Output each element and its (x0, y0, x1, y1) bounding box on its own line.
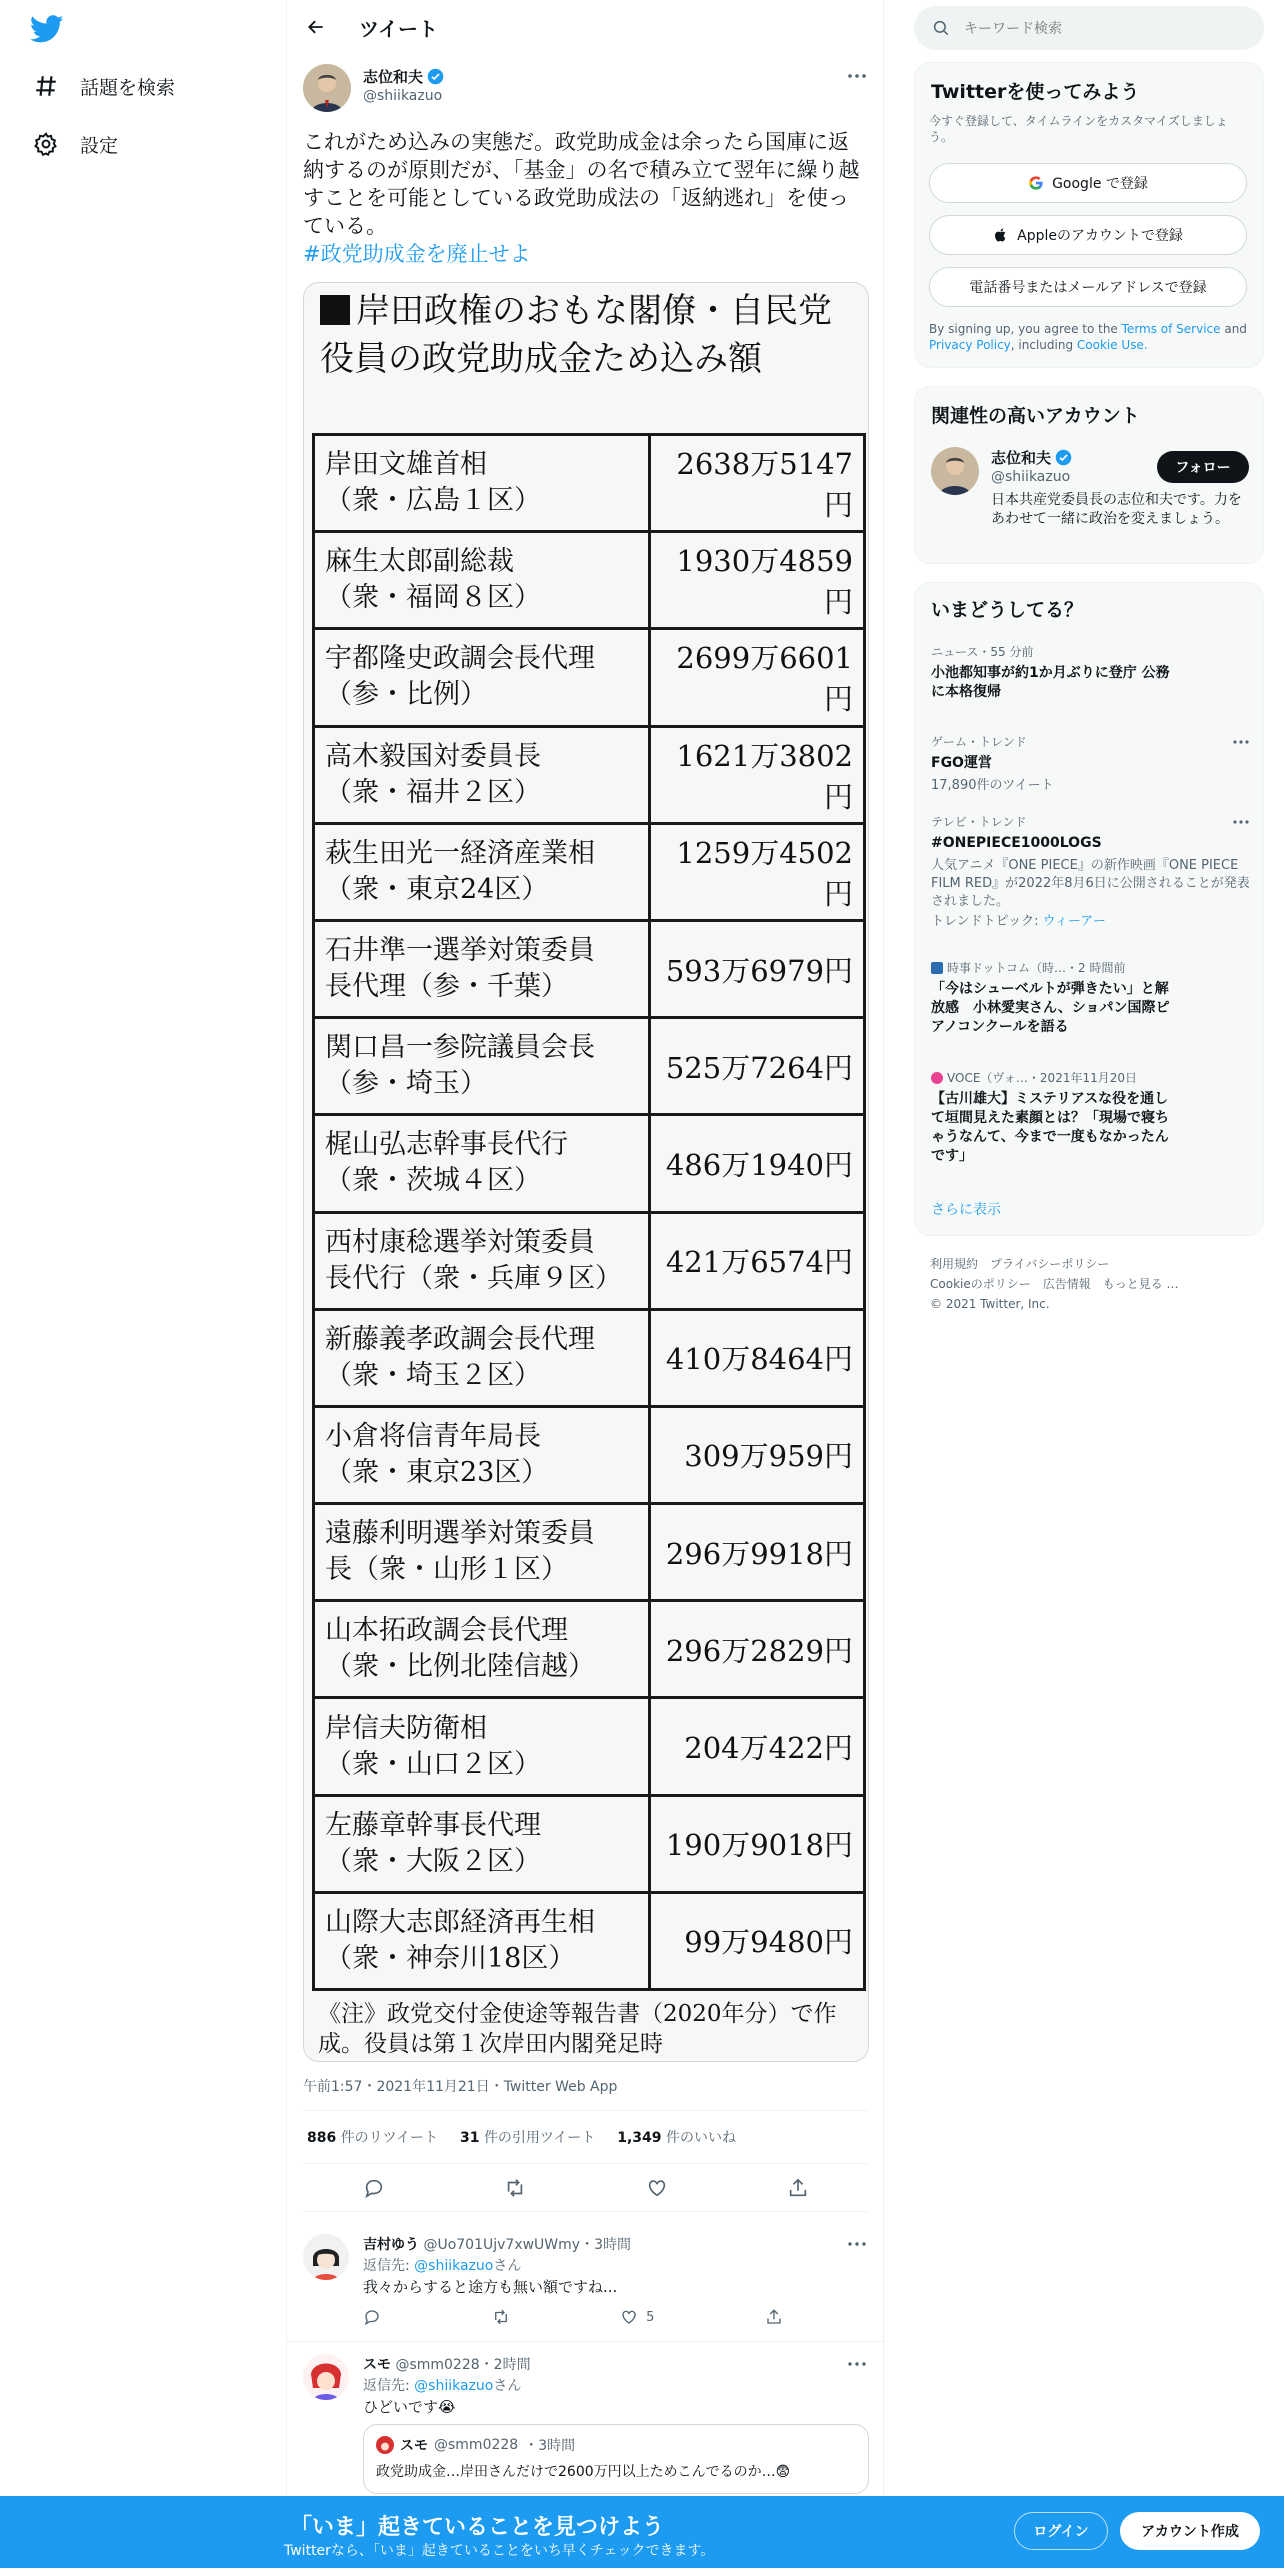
relevant-title: 関連性の高いアカウント (931, 405, 1140, 427)
table-row (314, 1892, 865, 1989)
page-title: ツイート (359, 16, 438, 41)
copyright: © 2021 Twitter, Inc. (930, 1297, 1050, 1311)
signup-button[interactable]: アカウント作成 (1120, 2512, 1260, 2550)
avatar[interactable] (303, 2354, 349, 2400)
trend-topic-link[interactable]: ウィーアー (1042, 914, 1106, 929)
reply-to: 返信先: @shiikazuoさん (363, 2258, 522, 2274)
relevant-handle: @shiikazuo (991, 469, 1071, 485)
mention-link[interactable]: @shiikazuo (414, 2378, 494, 2394)
table-row (314, 1309, 865, 1406)
nav-explore-label: 話題を検索 (80, 76, 176, 99)
footer-line[interactable]: 利用規約 プライバシーポリシー (930, 1257, 1110, 1271)
more-options-icon[interactable] (845, 2356, 869, 2370)
table-cell-amount: 1930万4859円 (650, 532, 865, 629)
search-icon (932, 19, 950, 37)
table-cell-name: 山本拓政調会長代理 （衆・比例北陸信越） (314, 1601, 650, 1698)
table-cell-amount: 204万422円 (650, 1698, 865, 1795)
phone-email-signup-button[interactable]: 電話番号またはメールアドレスで登録 (929, 267, 1247, 307)
more-options-icon[interactable] (1231, 813, 1251, 825)
reply-text: 我々からすると途方も無い額ですね... (363, 2278, 618, 2296)
table-cell-amount: 2699万6601円 (650, 629, 865, 726)
table-row (314, 823, 865, 920)
table-cell-amount: 525万7264円 (650, 1018, 865, 1115)
hashtag-icon (32, 72, 60, 100)
table-cell-amount: 190万9018円 (650, 1795, 865, 1892)
table-cell-amount: 421万6574円 (650, 1212, 865, 1309)
table-cell-name: 石井準一選挙対策委員 長代理（参・千葉） (314, 920, 650, 1017)
signup-title: Twitterを使ってみよう (931, 81, 1140, 103)
avatar[interactable] (303, 64, 351, 112)
tweet-text (303, 128, 869, 268)
relevant-bio: 日本共産党委員長の志位和夫です。力をあわせて一緒に政治を変えましょう。 (991, 492, 1242, 527)
table-cell-amount: 486万1940円 (650, 1115, 865, 1212)
table-cell-name: 関口昌一参院議員会長 （参・埼玉） (314, 1018, 650, 1115)
table-row (314, 726, 865, 823)
twitter-bird-icon[interactable] (30, 12, 66, 48)
table-row (314, 629, 865, 726)
table-cell-name: 西村康稔選挙対策委員 長代行（衆・兵庫９区） (314, 1212, 650, 1309)
table-row (314, 1212, 865, 1309)
table-cell-name: 左藤章幹事長代理 （衆・大阪２区） (314, 1795, 650, 1892)
like-icon[interactable] (645, 2176, 669, 2200)
tweet-image[interactable] (303, 282, 869, 2062)
reply-icon[interactable] (362, 2176, 386, 2200)
mention-link[interactable]: @shiikazuo (414, 2258, 494, 2274)
page-header (287, 0, 883, 54)
follow-button[interactable]: フォロー (1157, 451, 1249, 483)
table-cell-name: 岸田文雄首相 （衆・広島１区） (314, 435, 650, 532)
table-cell-name: 新藤義孝政調会長代理 （衆・埼玉２区） (314, 1309, 650, 1406)
privacy-link[interactable]: Privacy Policy (929, 338, 1011, 352)
quote-count-link[interactable]: 31 件の引用ツイート (460, 2130, 596, 2146)
share-icon[interactable] (765, 2308, 783, 2326)
nav-settings[interactable] (32, 124, 118, 164)
table-row (314, 1115, 865, 1212)
search-input[interactable] (964, 20, 1224, 36)
avatar (376, 2436, 394, 2454)
retweet-icon[interactable] (503, 2176, 527, 2200)
table-cell-amount: 593万6979円 (650, 920, 865, 1017)
reply-tweet[interactable] (287, 2342, 885, 2502)
like-count-link[interactable]: 1,349 件のいいね (617, 2130, 736, 2146)
table-cell-name: 梶山弘志幹事長代行 （衆・茨城４区） (314, 1115, 650, 1212)
author-name: 志位和夫 (363, 68, 424, 86)
nav-explore[interactable] (32, 66, 175, 106)
retweet-count-link[interactable]: 886 件のリツイート (307, 2130, 438, 2146)
tweet-body: これがため込みの実態だ。政党助成金は余ったら国庫に返納するのが原則だが、「基金」の名で積み立て翌年に繰り越すことを可能としている政党助成法の「返納逃れ」を使っている。 (303, 130, 860, 238)
table-row (314, 1504, 865, 1601)
reply-text: ひどいです😭 (363, 2398, 456, 2416)
left-nav (0, 0, 286, 2568)
more-options-icon[interactable] (845, 2236, 869, 2250)
avatar[interactable] (931, 447, 979, 495)
more-options-icon[interactable] (1231, 733, 1251, 745)
table-cell-name: 遠藤利明選挙対策委員 長（衆・山形１区） (314, 1504, 650, 1601)
table-row (314, 1698, 865, 1795)
table-row (314, 1601, 865, 1698)
reply-icon[interactable] (363, 2308, 381, 2326)
google-signup-button[interactable]: Google で登録 (929, 163, 1247, 203)
trend-item[interactable]: ニュース・55 分前 小池都知事が約1か月ぶりに登庁 公務に本格復帰 (931, 645, 1170, 700)
like-count: 5 (646, 2309, 655, 2325)
login-button[interactable]: ログイン (1014, 2512, 1108, 2550)
table-cell-amount: 296万2829円 (650, 1601, 865, 1698)
table-cell-name: 萩生田光一経済産業相 （衆・東京24区） (314, 823, 650, 920)
table-cell-amount: 309万959円 (650, 1406, 865, 1503)
table-row (314, 1795, 865, 1892)
back-arrow-icon[interactable] (301, 12, 331, 42)
black-square-icon (320, 295, 350, 325)
verified-badge-icon (1055, 449, 1072, 466)
signup-panel (914, 62, 1264, 368)
terms-link[interactable]: Terms of Service (1121, 322, 1221, 336)
share-icon[interactable] (786, 2176, 810, 2200)
table-row (314, 1018, 865, 1115)
tweet-author (303, 62, 869, 112)
footer-line[interactable]: Cookieのポリシー 広告情報 もっと見る … (930, 1277, 1179, 1291)
reply-to: 返信先: @shiikazuoさん (363, 2378, 522, 2394)
publisher-icon (931, 1072, 943, 1084)
author-name-row[interactable] (363, 66, 444, 87)
signup-subtitle: 今すぐ登録して、タイムラインをカスタマイズしましょう。 (929, 114, 1228, 144)
hashtag-link[interactable]: #政党助成金を廃止せよ (303, 242, 531, 266)
like-icon (620, 2308, 638, 2326)
table-row (314, 435, 865, 532)
trends-panel (914, 582, 1264, 1236)
reply-header: スモ @smm0228・2時間 (363, 2357, 531, 2373)
author-handle[interactable]: @shiikazuo (363, 88, 443, 104)
relevant-accounts-panel (914, 386, 1264, 564)
apple-signup-button[interactable]: Appleのアカウントで登録 (929, 215, 1247, 255)
tweet-actions (303, 2164, 869, 2212)
table-cell-amount: 2638万5147円 (650, 435, 865, 532)
trend-item[interactable]: VOCE（ヴォ…・2021年11月20日 【古川雄大】ミステリアスな役を通して垣間見えた素顔とは？「現場で寝ちゃうなんて、今まで一度もなかったんです」 (931, 1071, 1169, 1164)
nav-settings-label: 設定 (80, 134, 119, 157)
table-cell-name: 高木毅国対委員長 （衆・福井２区） (314, 726, 650, 823)
quoted-header: スモ @smm0228 ・3時間 (376, 2435, 856, 2455)
verified-badge-icon (427, 68, 444, 85)
reply-actions (363, 2308, 783, 2326)
google-icon (1028, 175, 1044, 191)
reply-header: 吉村ゆう @Uo701Ujv7xwUWmy・3時間 (363, 2237, 631, 2253)
table-cell-amount: 410万8464円 (650, 1309, 865, 1406)
bottom-title: 「いま」起きていることを見つけよう (290, 2515, 665, 2540)
main-column (286, 0, 884, 2568)
like-button[interactable] (620, 2308, 654, 2326)
table-cell-name: 麻生太郎副総裁 （衆・福岡８区） (314, 532, 650, 629)
show-more-link[interactable]: さらに表示 (931, 1202, 1001, 1218)
tweet-timestamp[interactable]: 午前1:57・2021年11月21日・Twitter Web App (303, 2079, 618, 2095)
table-cell-name: 小倉将信青年局長 （衆・東京23区） (314, 1406, 650, 1503)
avatar[interactable] (303, 2234, 349, 2280)
table-cell-amount: 1259万4502円 (650, 823, 865, 920)
table-cell-name: 山際大志郎経済再生相 （衆・神奈川18区） (314, 1892, 650, 1989)
quoted-text: 政党助成金…岸田さんだけで2600万円以上ためこんでるのか…😨 (376, 2464, 791, 2480)
trend-item[interactable]: テレビ・トレンド #ONEPIECE1000LOGS 人気アニメ『ONE PIECE』の新作映画『ONE PIECE FILM RED』が2022年8月6日に公開されることが発表されました。 トレンドトピック: ウィーアー (931, 815, 1250, 929)
image-note: 《注》政党交付金使途等報告書（2020年分）で作成。役員は第１次岸田内閣発足時 (318, 2001, 837, 2057)
main-tweet (303, 62, 869, 2212)
relevant-name-row[interactable]: 志位和夫 (991, 447, 1072, 468)
bottom-signup-bar (0, 2496, 1284, 2568)
publisher-icon (931, 962, 943, 974)
signup-terms: By signing up, you agree to the Terms of Service and Privacy Policy, including Cookie Use. (929, 322, 1247, 352)
table-cell-amount: 296万9918円 (650, 1504, 865, 1601)
table-cell-name: 宇都隆史政調会長代理 （参・比例） (314, 629, 650, 726)
trend-item[interactable]: 時事ドットコム（時…・2 時間前 「今はシューベルトが弾きたい」と解放感 小林愛実さん、ショパン国際ピアノコンクールを語る (931, 961, 1170, 1035)
search-box[interactable] (914, 6, 1264, 50)
table-cell-amount: 99万9480円 (650, 1892, 865, 1989)
table-cell-amount: 1621万3802円 (650, 726, 865, 823)
quoted-tweet[interactable] (363, 2424, 869, 2494)
tweet-stats (303, 2110, 869, 2164)
more-options-icon[interactable] (845, 68, 869, 84)
table-row (314, 920, 865, 1017)
apple-icon (993, 227, 1009, 243)
reply-tweet[interactable] (287, 2222, 885, 2342)
trends-title: いまどうしてる？ (931, 599, 1084, 621)
amount-table (312, 433, 866, 1991)
trend-item[interactable]: ゲーム・トレンド FGO運営 17,890件のツイート (931, 733, 1251, 795)
gear-icon (32, 130, 60, 158)
cookie-link[interactable]: Cookie Use. (1076, 338, 1148, 352)
bottom-subtitle: Twitterなら、「いま」起きていることをいち早くチェックできます。 (284, 2543, 715, 2559)
table-row (314, 1406, 865, 1503)
table-row (314, 532, 865, 629)
table-cell-name: 岸信夫防衛相 （衆・山口２区） (314, 1698, 650, 1795)
image-title: 岸田政権のおもな閣僚・自民党役員の政党助成金ため込み額 (320, 291, 832, 379)
footer-links (930, 1254, 1250, 1314)
retweet-icon[interactable] (492, 2308, 510, 2326)
